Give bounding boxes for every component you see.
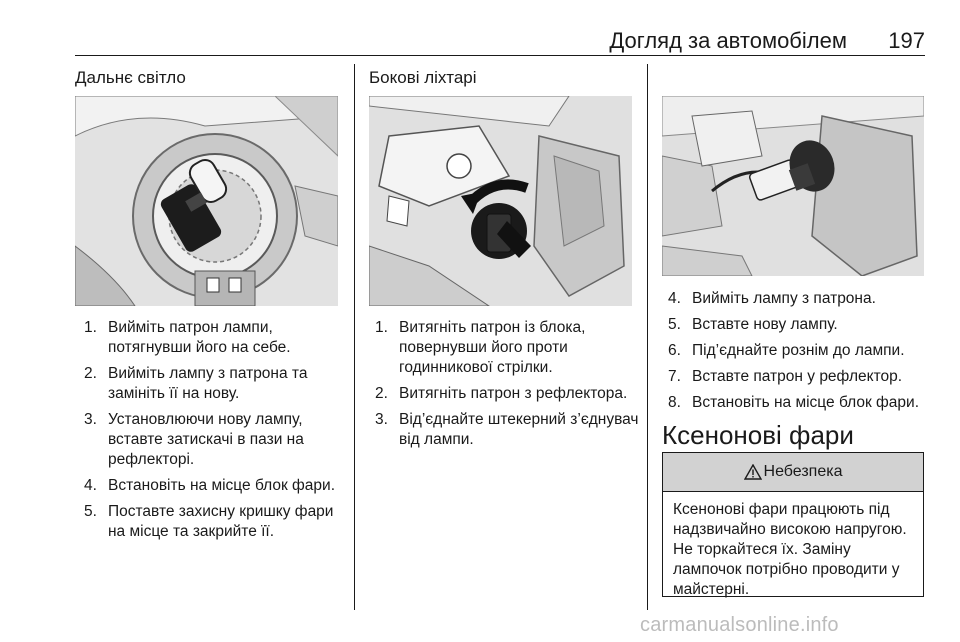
bulb-replacement-steps bbox=[668, 289, 930, 419]
side-light-illustration bbox=[369, 96, 632, 306]
high-beam-illustration bbox=[75, 96, 338, 306]
warning-triangle-icon bbox=[744, 464, 762, 480]
list-item: 4. Вийміть лампу з патрона. bbox=[668, 290, 876, 307]
list-item: 4. Встановіть на місце блок фари. bbox=[84, 477, 336, 494]
bulb-socket-illustration bbox=[662, 96, 924, 276]
list-item: 1. Витягніть патрон із блока, повернувши його проти годинникової стрілки. bbox=[375, 319, 586, 376]
list-item: 3. Установлюючи нову лампу, вставте затискачі в пази на рефлекторі. bbox=[84, 411, 304, 468]
warning-title: Небезпека bbox=[763, 463, 843, 480]
page-header bbox=[75, 24, 925, 54]
warning-text: Ксенонові фари працюють під надзвичайно високою напругою. Не торкайтеся їх. Заміну лампочок потрібно проводити у майстерні. bbox=[673, 501, 907, 598]
column-divider-1 bbox=[354, 64, 355, 610]
list-item: 1. Вийміть патрон лампи, потягнувши його на себе. bbox=[84, 319, 291, 356]
list-item: 2. Вийміть лампу з патрона та замініть її на нову. bbox=[84, 365, 308, 402]
list-item: 8. Встановіть на місце блок фари. bbox=[668, 394, 920, 411]
column-divider-2 bbox=[647, 64, 648, 610]
section-heading-xenon: Ксенонові фари bbox=[662, 420, 854, 450]
section-heading-side-lights: Бокові ліхтарі bbox=[369, 68, 477, 87]
list-item: 7. Вставте патрон у рефлектор. bbox=[668, 368, 903, 385]
danger-warning-box bbox=[662, 452, 924, 597]
list-item: 6. Під’єднайте рознім до лампи. bbox=[668, 342, 905, 359]
header-rule bbox=[75, 55, 925, 56]
list-item: 5. Вставте нову лампу. bbox=[668, 316, 838, 333]
section-heading-high-beam: Дальнє світло bbox=[75, 68, 186, 87]
warning-header bbox=[663, 453, 923, 492]
header-title: Догляд за автомобілем bbox=[609, 28, 847, 53]
list-item: 3. Від’єднайте штекерний з’єднувач від лампи. bbox=[375, 411, 639, 448]
side-light-steps bbox=[375, 318, 641, 456]
list-item: 5. Поставте захисну кришку фари на місце та закрийте її. bbox=[84, 503, 334, 540]
page-number: 197 bbox=[888, 28, 925, 53]
high-beam-steps bbox=[84, 318, 349, 548]
watermark: carmanualsonline.info bbox=[640, 614, 839, 636]
list-item: 2. Витягніть патрон з рефлектора. bbox=[375, 385, 628, 402]
